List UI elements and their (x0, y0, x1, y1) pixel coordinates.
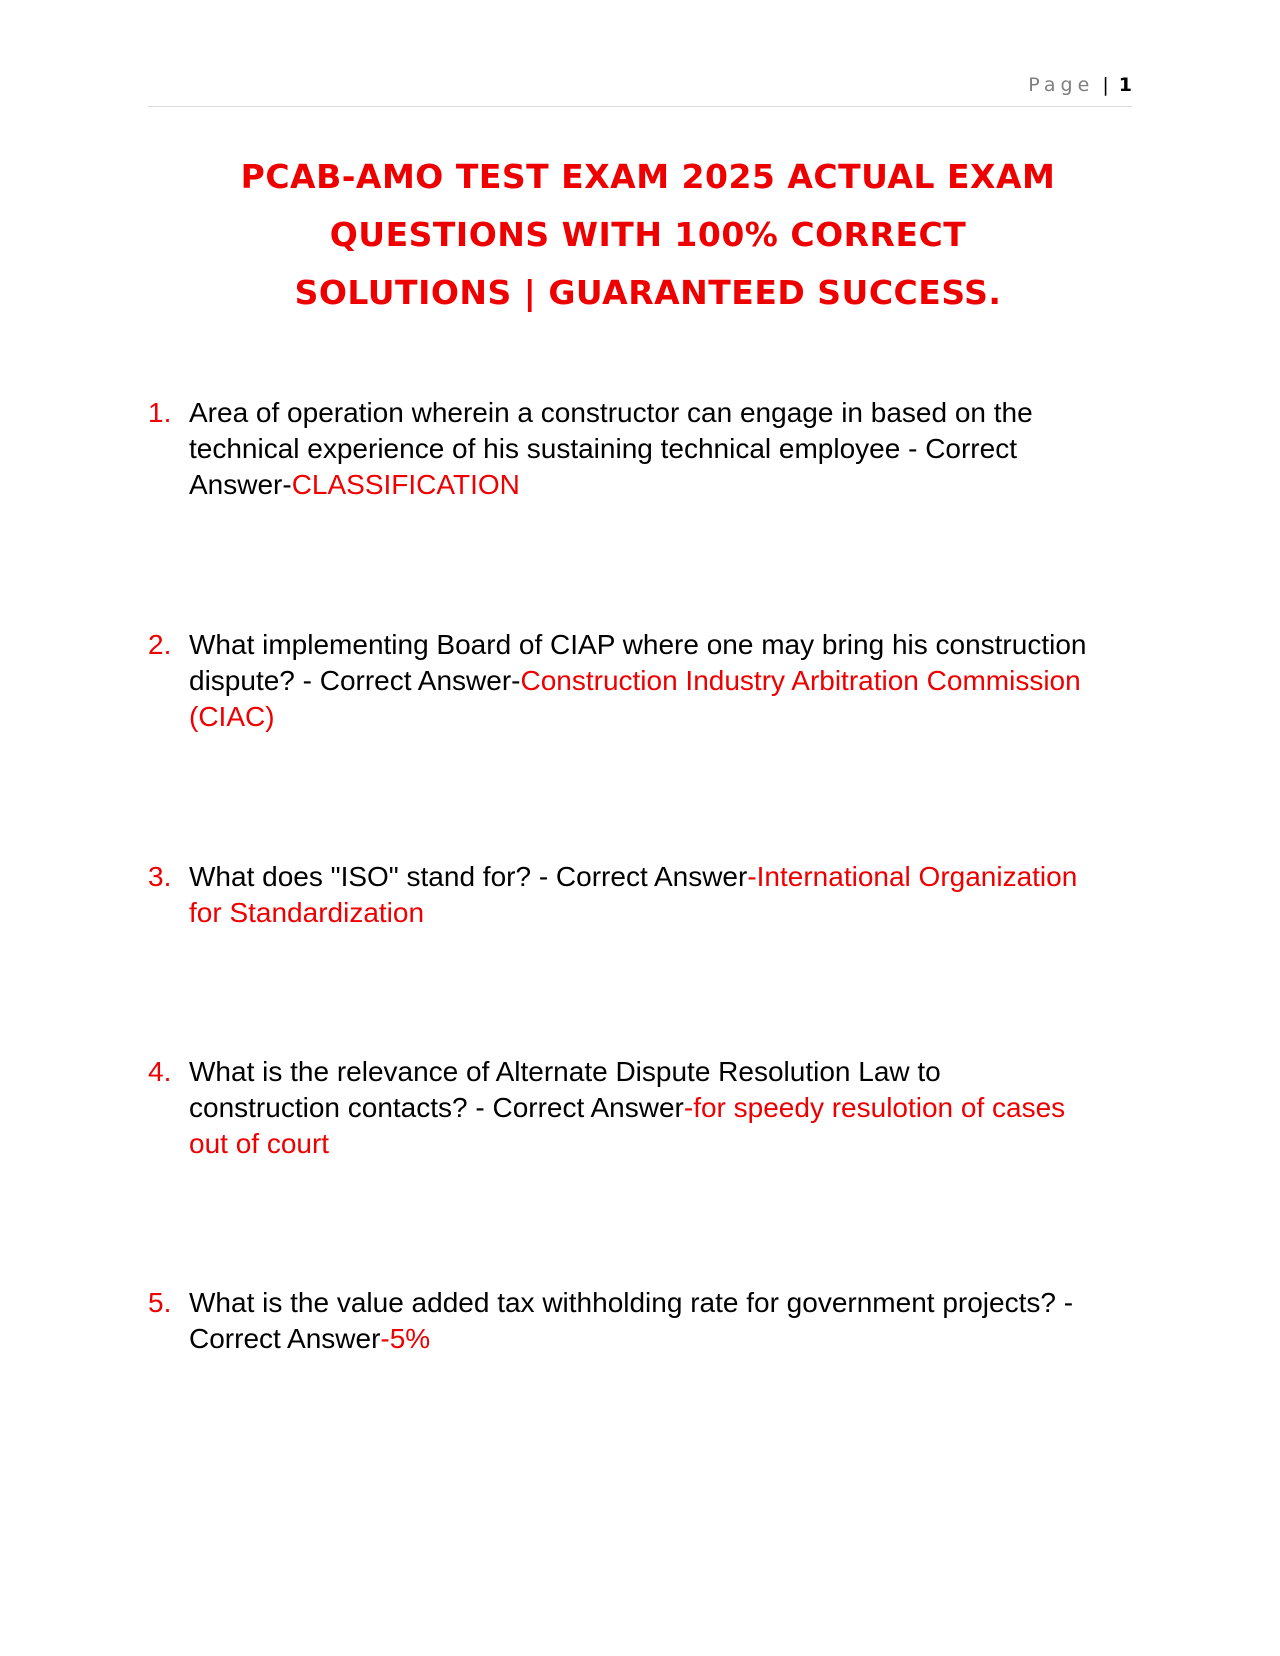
question-body (189, 1285, 1179, 1357)
question-body (189, 1054, 1179, 1162)
question-body (189, 627, 1179, 735)
answer-prefix: Answer- (189, 469, 292, 500)
title-line-2: QUESTIONS WITH 100% CORRECT (329, 215, 967, 254)
header-separator: | (1102, 74, 1109, 96)
question-text-line (189, 467, 1179, 503)
correct-answer: Construction Industry Arbitration Commission (520, 665, 1081, 696)
page-number: 1 (1118, 74, 1132, 96)
page-header (148, 74, 1132, 107)
answer-prefix: dispute? - Correct Answer- (189, 665, 521, 696)
correct-answer: -for speedy resulotion of cases (683, 1092, 1066, 1123)
question-text-line (189, 663, 1179, 699)
question-number: 2. (148, 629, 172, 660)
correct-answer: -5% (380, 1323, 431, 1354)
question-text-line (189, 1090, 1179, 1126)
question-text: Area of operation wherein a constructor can engage in based on the (189, 397, 1033, 428)
question-text-line (189, 859, 1179, 895)
question-body (189, 859, 1179, 931)
answer-prefix: construction contacts? - Correct Answer (189, 1092, 684, 1123)
answer-prefix: What does "ISO" stand for? - Correct Answer (189, 861, 748, 892)
question-number: 5. (148, 1287, 172, 1318)
question-text-line (189, 1321, 1179, 1357)
document-title (148, 148, 1148, 322)
correct-answer: out of court (189, 1128, 330, 1159)
question-text: What implementing Board of CIAP where one may bring his construction (189, 629, 1087, 660)
question-text: What is the value added tax withholding rate for government projects? - (189, 1287, 1074, 1318)
question-text: technical experience of his sustaining technical employee - Correct (189, 433, 1017, 464)
title-line-3: SOLUTIONS | GUARANTEED SUCCESS. (294, 273, 1002, 312)
question-number: 1. (148, 397, 172, 428)
question-text: What is the relevance of Alternate Dispute Resolution Law to (189, 1056, 941, 1087)
page-label: Page (1028, 74, 1095, 96)
correct-answer: (CIAC) (189, 701, 275, 732)
correct-answer: -International Organization (747, 861, 1078, 892)
title-line-1: PCAB-AMO TEST EXAM 2025 ACTUAL EXAM (240, 157, 1056, 196)
answer-prefix: Correct Answer (189, 1323, 381, 1354)
question-number: 4. (148, 1056, 172, 1087)
correct-answer: CLASSIFICATION (291, 469, 520, 500)
question-body (189, 395, 1179, 503)
correct-answer: for Standardization (189, 897, 425, 928)
question-number: 3. (148, 861, 172, 892)
